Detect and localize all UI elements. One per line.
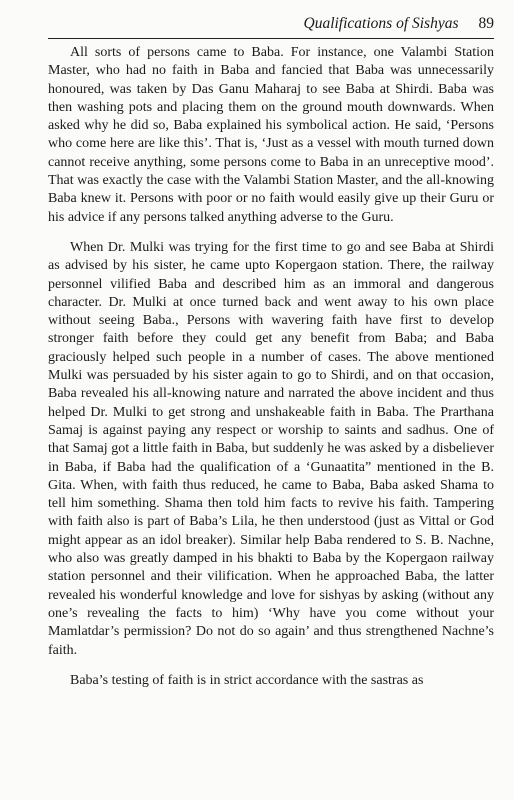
paragraph-3: Baba’s testing of faith is in strict accordance with the sastras as: [70, 672, 424, 688]
paragraph-1: All sorts of persons came to Baba. For instance, one Valambi Station Master, who had no faith in Baba and fancied that Baba was unnecessarily honoured, was taken by Das Ganu Maharaj to see Baba at Shirdi. Baba was then washing pots and placing them on the ground mouth downwards. When asked why he did so, Baba explained his symbolical action. He said, ‘Persons who come here are like this’. That is, ‘Just as a vessel with mouth turned down cannot receive anything, some persons come to Baba in an unreceptive mood’. That was exactly the case with the Valambi Station Master, and the all-knowing Baba knew it. Persons with poor or no faith would easily give up their Guru or his advice if any persons talked anything adverse to the Guru.: [48, 45, 494, 225]
page-number: 89: [478, 15, 494, 32]
paragraph-2: When Dr. Mulki was trying for the first time to go and see Baba at Shirdi as advised by his sister, he came upto Kopergaon station. There, the railway personnel vilified Baba and described him as an immoral and dangerous character. Dr. Mulki at once turned back and went away to his own place without seeing Baba., Persons with wavering faith have first to develop stronger faith before they could get any benefit from Baba; and Baba graciously helped such people in a number of cases. The above mentioned Mulki was persuaded by his sister again to go to Shirdi, and on that occasion, Baba revealed his all-knowing nature and narrated the above incident and thus helped Dr. Mulki to get strong and unshakeable faith in Baba. The Prarthana Samaj is against paying any respect or worship to saints and sadhus. One of that Samaj got a little faith in Baba, but suddenly he was asked by a disbeliever in Baba, if Baba had the qualification of a ‘Gunaatita” mentioned in the B. Gita. When, with faith thus reduced, he came to Baba, Baba asked Shama to tell him something. Shama then told him facts to revive his faith. Tampering with faith also is part of Baba’s Lila, he then understood (just as Vittal or God might appear as an idol breaker). Similar help Baba rendered to S. B. Nachne, who also was greatly damped in his bhakti to Baba by the Kopergaon railway station personnel and their vilification. When he approached Baba, the latter revealed his wonderful knowledge and love for sishyas by asking (without any one’s revealing the facts to him) ‘Why have you come without your Mamlatdar’s permission? Do not do so again’ and thus strengthened Nachne’s faith.: [48, 239, 494, 658]
chapter-title: Qualifications of Sishyas: [303, 15, 459, 32]
body-text: [48, 44, 494, 690]
running-header: [48, 14, 494, 39]
